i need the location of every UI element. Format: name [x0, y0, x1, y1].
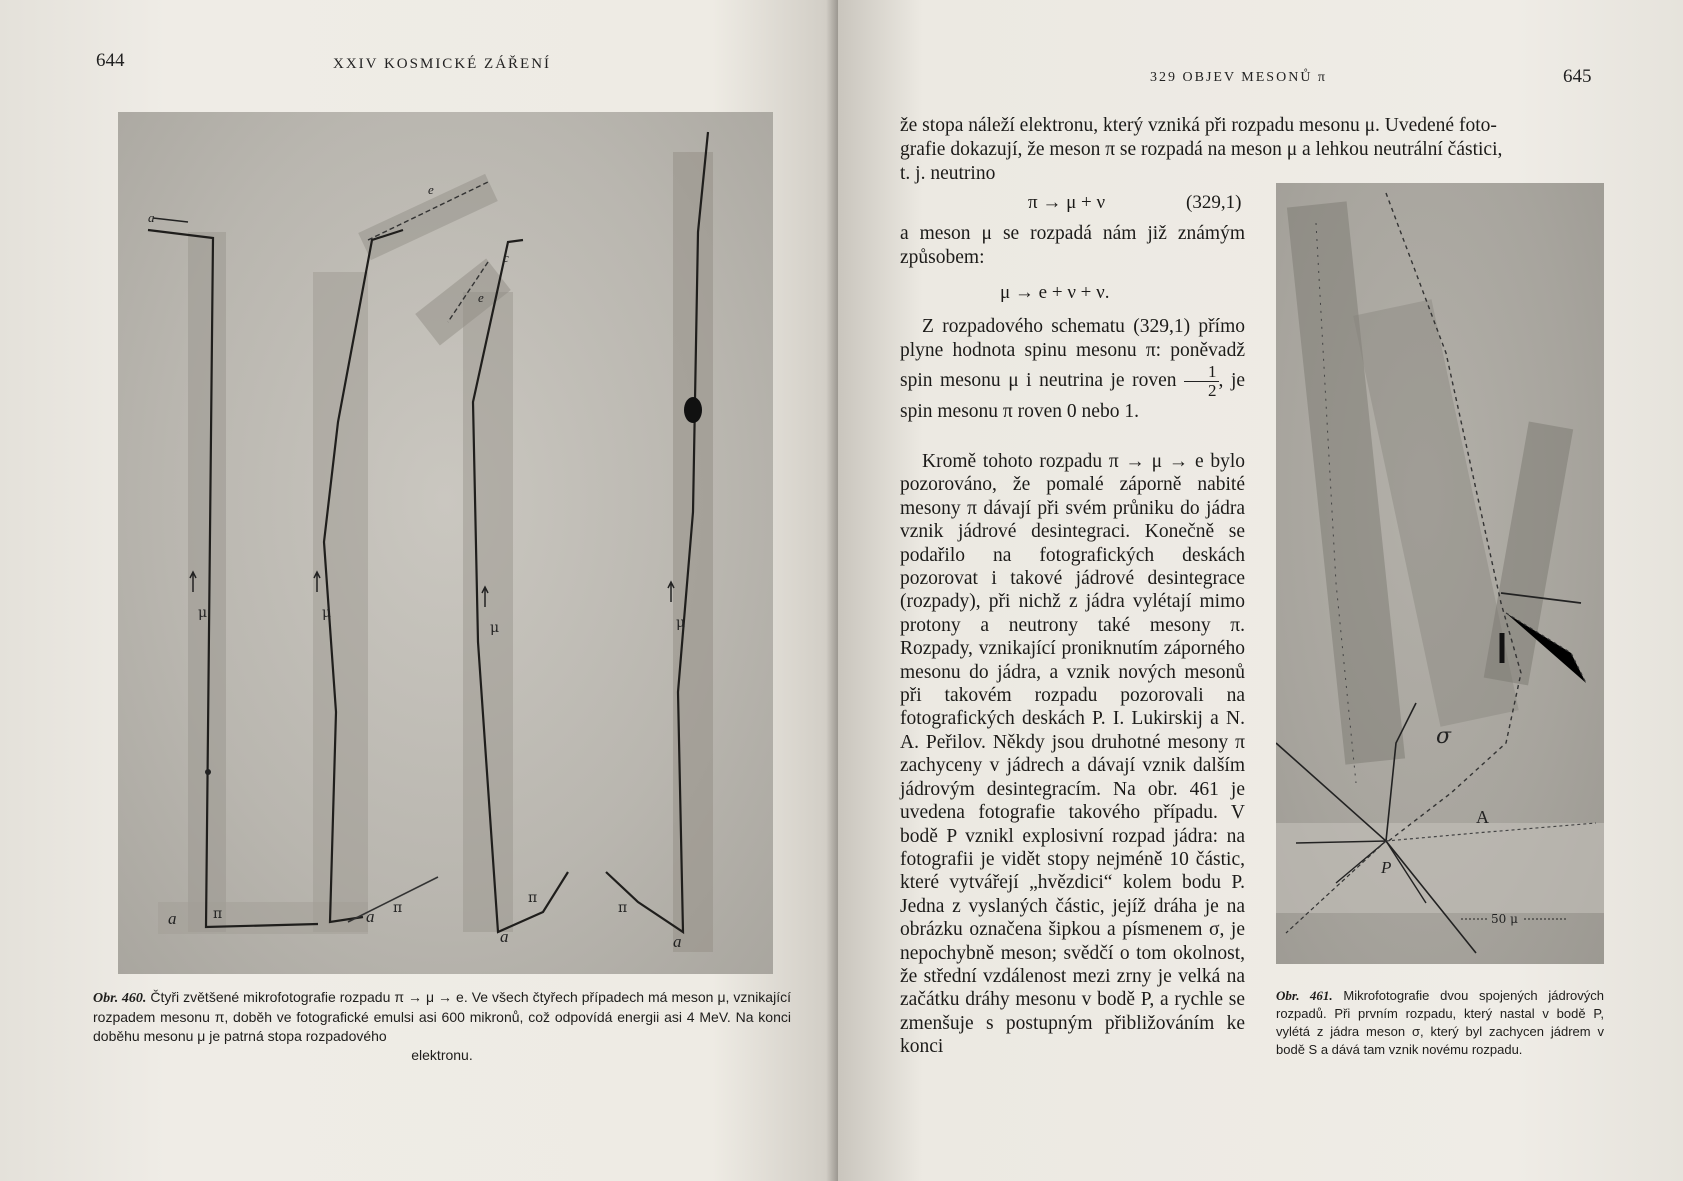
- spin-paragraph-text: Z rozpadového schematu (329,1) přímo plyne hodnota spinu mesonu π: poněvadž spin mesonu μ i neutrina je roven: [900, 316, 1245, 391]
- label-c-1: c: [503, 250, 509, 265]
- left-page-number: 644: [96, 50, 125, 71]
- left-running-header: XXIV KOSMICKÉ ZÁŘENÍ: [333, 56, 552, 72]
- label-a-1: a: [148, 210, 155, 225]
- equation-329-1: π → μ + ν: [1028, 192, 1106, 213]
- label-pi-3: π: [528, 890, 538, 906]
- label-a-5: a: [673, 932, 682, 951]
- label-a-4: a: [500, 927, 509, 946]
- intro-line-3: t. j. neutrino: [900, 163, 996, 184]
- fraction-denominator: 2: [1208, 381, 1217, 400]
- label-mu-2: μ: [322, 605, 332, 621]
- label-a-3: a: [366, 907, 375, 926]
- figure-461-micrograph: [1276, 183, 1604, 964]
- label-pi-4: π: [618, 900, 628, 916]
- label-mu-4: μ: [676, 615, 686, 631]
- figure-460-caption: [93, 988, 791, 1065]
- right-running-header: 329 OBJEV MESONŮ π: [1150, 70, 1327, 85]
- label-scale-50mu: 50 μ: [1491, 912, 1518, 926]
- intro-line-2: grafie dokazují, že meson π se rozpadá na meson μ a lehkou neutrální částici,: [900, 139, 1503, 160]
- decay-tracks-drawing: [118, 112, 773, 974]
- figure-460-micrograph: [118, 112, 773, 974]
- figure-460-caption-last: elektronu.: [411, 1047, 473, 1063]
- label-A: A: [1476, 807, 1489, 827]
- right-page-number: 645: [1563, 66, 1592, 87]
- figure-461-caption-lead: Obr. 461.: [1276, 988, 1333, 1003]
- intro-block: [900, 114, 1590, 186]
- spin-paragraph-end: , je spin mesonu π roven 0 nebo 1.: [900, 369, 1246, 422]
- figure-460-caption-text: Čtyři zvětšené mikrofotografie rozpadu π → μ → e. Ve všech čtyřech případech má meson μ, vznikající rozpadem mesonu π, doběh ve fotografické emulsi asi 600 mikronů, což odpovídá energii asi 4 MeV. Na konci doběhu mesonu μ je patrná stopa rozpadového: [93, 989, 791, 1044]
- fraction-numerator: 1: [1184, 363, 1219, 382]
- equation-329-1-number: (329,1): [1186, 192, 1242, 213]
- equation-mu-decay: μ → e + ν + ν.: [1000, 282, 1110, 303]
- label-sigma: σ: [1436, 724, 1452, 749]
- spin-paragraph: [900, 315, 1245, 424]
- nuclear-star-drawing: [1276, 183, 1604, 964]
- label-P: P: [1381, 858, 1392, 877]
- figure-460-caption-lead: Obr. 460.: [93, 991, 147, 1006]
- after-eq1-text: a meson μ se rozpadá nám již známým způsobem:: [900, 223, 1245, 268]
- right-page: [838, 0, 1683, 1181]
- label-mu-3: μ: [490, 620, 500, 636]
- fraction-one-half: [1184, 363, 1219, 400]
- label-e-2: e: [478, 290, 484, 305]
- label-e-1: e: [428, 182, 434, 197]
- label-a-2: a: [168, 909, 177, 928]
- main-paragraph: Kromě tohoto rozpadu π → μ → e bylo pozorováno, že pomalé záporně nabité mesony π dávají při svém průniku do jádra vznik jádrové desintegraci. Konečně se podařilo na fotografických deskách pozorovat i takové jádrové desintegrace (rozpady), při nichž z jádra vylétají mimo protony a neutrony také mesony π. Rozpady, vznikající proniknutím záporného mesonu do jádra, a vznik nových mesonů při takovém rozpadu pozorovali na fotografických deskách P. I. Lukirskij a N. A. Peřilov. Někdy jsou druhotné mesony π zachyceny v jádrech a dávají vznik dalším jádrovým desintegracím. Na obr. 461 je uvedena fotografie takového případu. V bodě P vznikl explosivní rozpad jádra: na fotografii je vidět stopy nejméně 10 částic, které vytvářejí „hvězdici“ kolem bodu P. Jedna z vyslaných částic, jejíž dráha je na obrázku označena šipkou a písmenem σ, je nepochybně meson; svědčí o tom okolnost, že střední vzdálenost mezi zrny je velká na začátku dráhy mesonu v bodě P, a rychle se zmenšuje s postupným přibližováním ke konci: [900, 451, 1245, 1058]
- figure-461-caption-text: Mikrofotografie dvou spojených jádrových rozpadů. Při prvním rozpadu, který nastal v bodě P, vylétá z jádra meson σ, který byl zachycen jádrem v bodě S a dává tam vznik novému rozpadu.: [1276, 988, 1604, 1057]
- label-mu-1: μ: [198, 605, 208, 621]
- track-1-line: [148, 230, 318, 927]
- label-pi-1: π: [213, 906, 223, 922]
- label-pi-2: π: [393, 900, 403, 916]
- figure-461-caption: [1276, 987, 1604, 1059]
- intro-line-1: že stopa náleží elektronu, který vzniká při rozpadu mesonu μ. Uvedené foto-: [900, 115, 1497, 136]
- left-page: [0, 0, 838, 1181]
